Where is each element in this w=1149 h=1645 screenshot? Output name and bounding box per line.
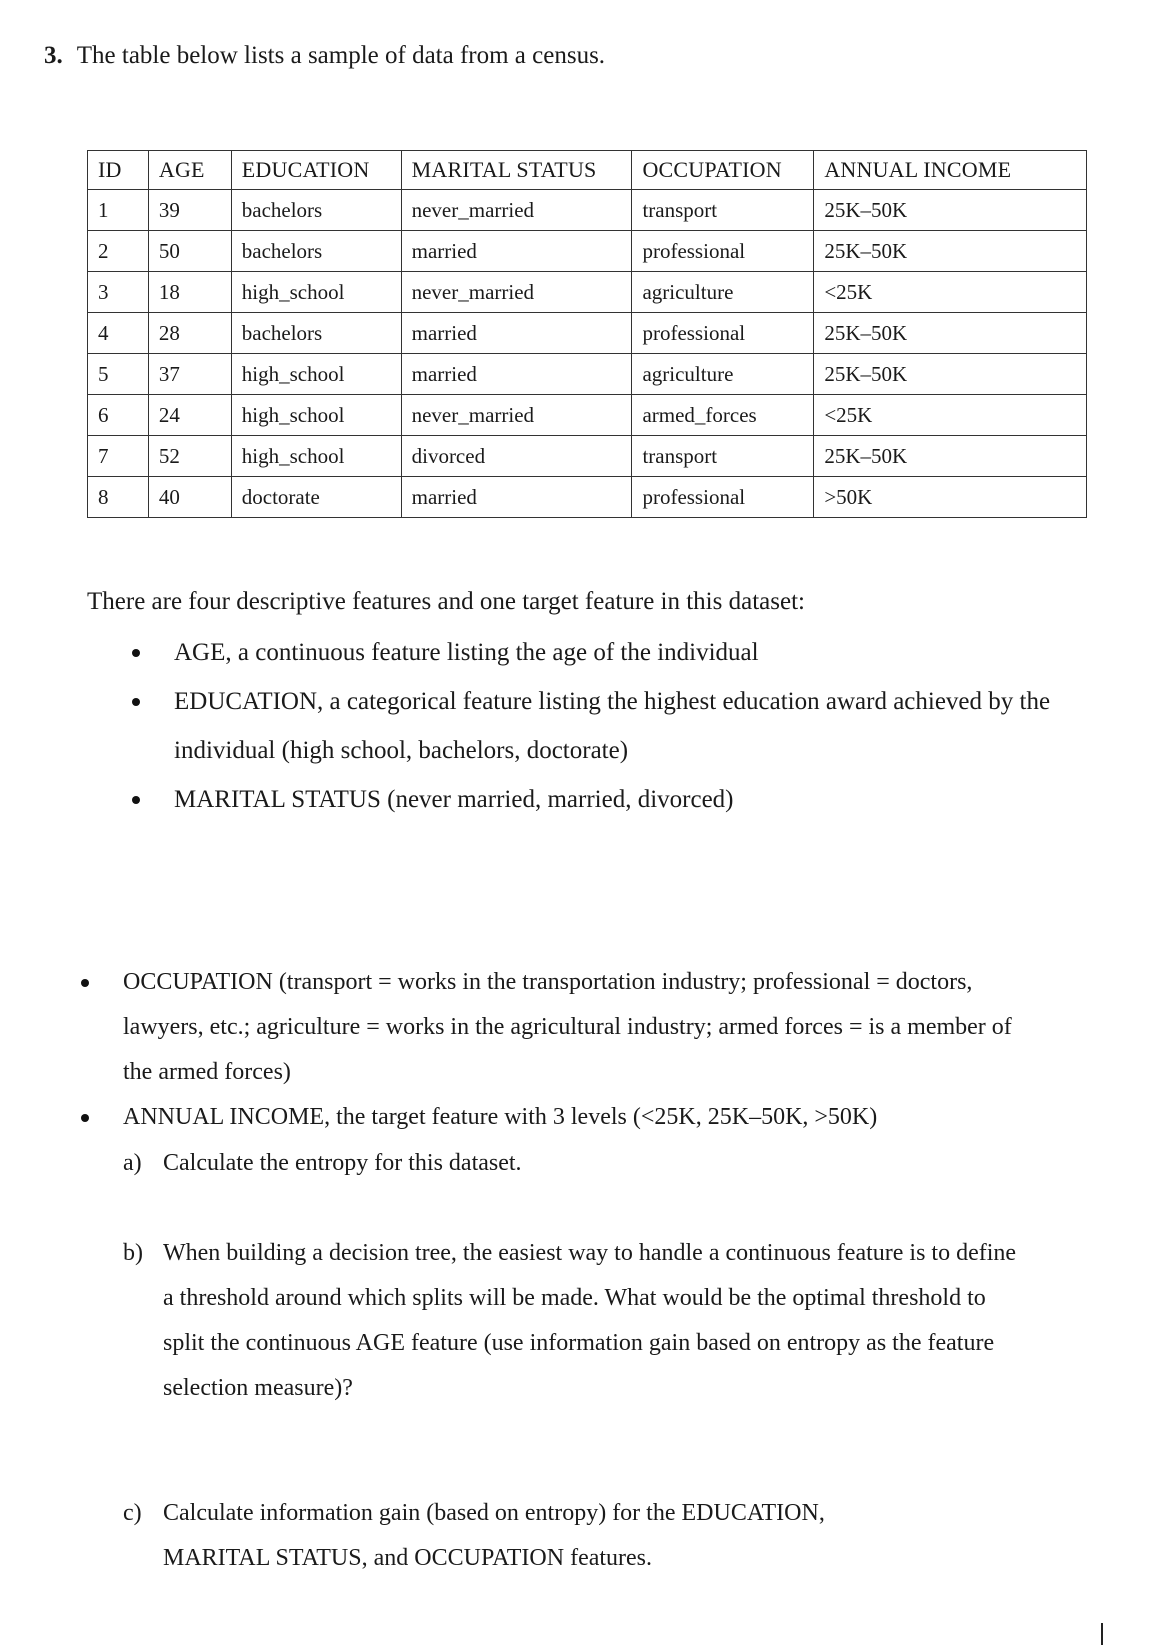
cell-education: high_school bbox=[231, 436, 401, 477]
table-row bbox=[88, 477, 1087, 518]
cell-age: 18 bbox=[148, 272, 231, 313]
cell-id: 3 bbox=[88, 272, 149, 313]
cell-education: doctorate bbox=[231, 477, 401, 518]
bullet-icon bbox=[132, 796, 140, 804]
cell-age: 28 bbox=[148, 313, 231, 354]
cell-id: 2 bbox=[88, 231, 149, 272]
cell-marital-status: married bbox=[401, 313, 632, 354]
bullet-icon bbox=[132, 649, 140, 657]
cell-marital-status: married bbox=[401, 477, 632, 518]
cell-annual-income: <25K bbox=[814, 395, 1087, 436]
cell-id: 4 bbox=[88, 313, 149, 354]
list-item bbox=[174, 775, 1114, 824]
question-intro: The table below lists a sample of data from a census. bbox=[76, 42, 606, 69]
header-education: EDUCATION bbox=[231, 151, 401, 190]
subquestion-label: b) bbox=[123, 1240, 143, 1266]
cell-occupation: agriculture bbox=[632, 272, 814, 313]
cell-marital-status: married bbox=[401, 231, 632, 272]
cell-annual-income: 25K–50K bbox=[814, 231, 1087, 272]
cell-id: 6 bbox=[88, 395, 149, 436]
subquestion-text: Calculate the entropy for this dataset. bbox=[163, 1150, 522, 1176]
header-id: ID bbox=[88, 151, 149, 190]
cell-age: 24 bbox=[148, 395, 231, 436]
bullet-icon bbox=[81, 1114, 89, 1122]
text-cursor bbox=[1101, 1623, 1103, 1645]
cell-marital-status: never_married bbox=[401, 190, 632, 231]
features-intro: There are four descriptive features and one target feature in this dataset: bbox=[87, 588, 805, 615]
cell-occupation: professional bbox=[632, 231, 814, 272]
cell-annual-income: 25K–50K bbox=[814, 190, 1087, 231]
cell-age: 52 bbox=[148, 436, 231, 477]
list-item-text: MARITAL STATUS (never married, married, divorced) bbox=[174, 786, 734, 813]
question-heading bbox=[44, 42, 605, 70]
subquestion-text: Calculate information gain (based on entropy) for the EDUCATION, MARITAL STATUS, and OCCUPATION features. bbox=[163, 1500, 825, 1571]
cell-marital-status: married bbox=[401, 354, 632, 395]
cell-id: 7 bbox=[88, 436, 149, 477]
cell-education: bachelors bbox=[231, 313, 401, 354]
cell-education: bachelors bbox=[231, 231, 401, 272]
list-item-text: EDUCATION, a categorical feature listing the highest education award achieved by the individual (high school, bachelors, doctorate) bbox=[174, 688, 1051, 764]
bullet-icon bbox=[81, 979, 89, 987]
subquestion-b bbox=[123, 1231, 1023, 1411]
header-age: AGE bbox=[148, 151, 231, 190]
list-item bbox=[174, 677, 1114, 775]
cell-education: high_school bbox=[231, 395, 401, 436]
table-header-row bbox=[88, 151, 1087, 190]
subquestion-c bbox=[123, 1491, 923, 1581]
table-row bbox=[88, 231, 1087, 272]
features-list-descriptive bbox=[174, 628, 1114, 824]
cell-marital-status: never_married bbox=[401, 395, 632, 436]
cell-occupation: agriculture bbox=[632, 354, 814, 395]
cell-occupation: transport bbox=[632, 190, 814, 231]
subquestion-a bbox=[123, 1141, 1043, 1186]
subquestion-label: c) bbox=[123, 1500, 142, 1526]
cell-id: 1 bbox=[88, 190, 149, 231]
cell-annual-income: >50K bbox=[814, 477, 1087, 518]
list-item-text: ANNUAL INCOME, the target feature with 3 levels (<25K, 25K–50K, >50K) bbox=[123, 1104, 878, 1130]
table-row bbox=[88, 272, 1087, 313]
cell-marital-status: divorced bbox=[401, 436, 632, 477]
cell-annual-income: <25K bbox=[814, 272, 1087, 313]
table-row bbox=[88, 395, 1087, 436]
cell-age: 39 bbox=[148, 190, 231, 231]
header-occupation: OCCUPATION bbox=[632, 151, 814, 190]
subquestion-text: When building a decision tree, the easiest way to handle a continuous feature is to define a threshold around which splits will be made. What would be the optimal threshold to split the continuous AGE feature (use information gain based on entropy as the feature selection measure)? bbox=[163, 1240, 1017, 1401]
cell-marital-status: never_married bbox=[401, 272, 632, 313]
census-table bbox=[87, 150, 1087, 518]
table-row bbox=[88, 354, 1087, 395]
header-marital-status: MARITAL STATUS bbox=[401, 151, 632, 190]
cell-occupation: professional bbox=[632, 477, 814, 518]
table-row bbox=[88, 313, 1087, 354]
table-row bbox=[88, 436, 1087, 477]
cell-age: 37 bbox=[148, 354, 231, 395]
bullet-icon bbox=[132, 698, 140, 706]
cell-age: 50 bbox=[148, 231, 231, 272]
cell-annual-income: 25K–50K bbox=[814, 354, 1087, 395]
cell-age: 40 bbox=[148, 477, 231, 518]
cell-annual-income: 25K–50K bbox=[814, 313, 1087, 354]
cell-occupation: transport bbox=[632, 436, 814, 477]
cell-id: 5 bbox=[88, 354, 149, 395]
features-list-other bbox=[123, 960, 1023, 1140]
list-item bbox=[174, 628, 1114, 677]
cell-education: high_school bbox=[231, 272, 401, 313]
list-item bbox=[123, 960, 1023, 1095]
list-item-text: AGE, a continuous feature listing the age of the individual bbox=[174, 639, 759, 666]
cell-occupation: armed_forces bbox=[632, 395, 814, 436]
cell-education: bachelors bbox=[231, 190, 401, 231]
cell-education: high_school bbox=[231, 354, 401, 395]
cell-id: 8 bbox=[88, 477, 149, 518]
header-annual-income: ANNUAL INCOME bbox=[814, 151, 1087, 190]
table-row bbox=[88, 190, 1087, 231]
question-number: 3. bbox=[44, 42, 63, 69]
cell-occupation: professional bbox=[632, 313, 814, 354]
cell-annual-income: 25K–50K bbox=[814, 436, 1087, 477]
list-item-text: OCCUPATION (transport = works in the transportation industry; professional = doctors, lawyers, etc.; agriculture = works in the agricultural industry; armed forces = is a member of the armed forces) bbox=[123, 969, 1012, 1085]
list-item bbox=[123, 1095, 1023, 1140]
subquestion-label: a) bbox=[123, 1150, 142, 1176]
